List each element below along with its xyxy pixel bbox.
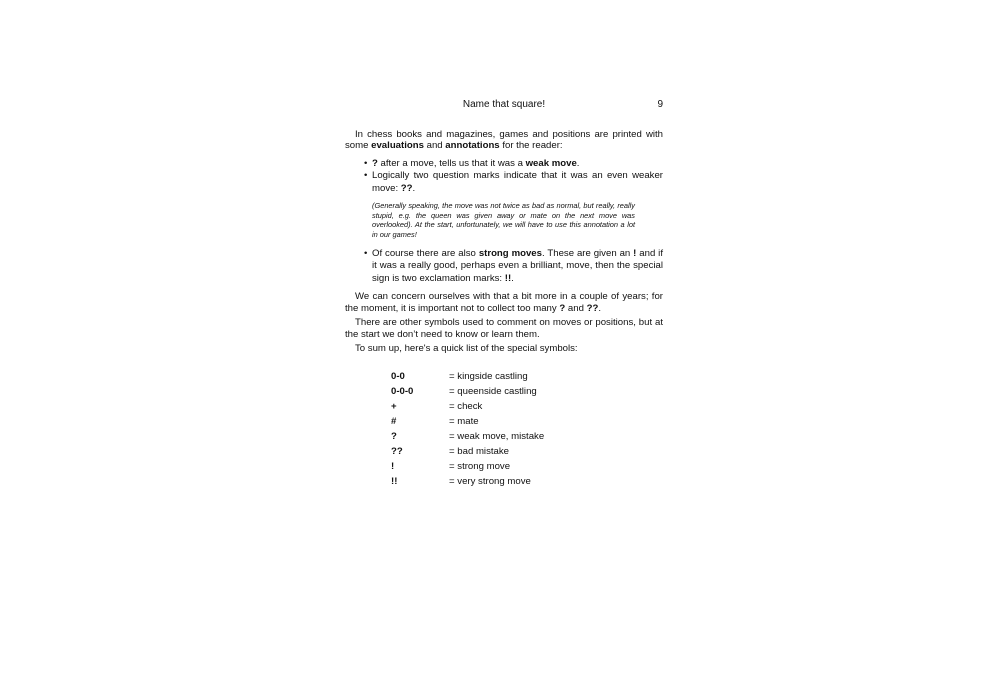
meaning-cell: = check bbox=[449, 401, 483, 412]
table-row bbox=[391, 399, 544, 414]
list-item-text: . bbox=[412, 182, 416, 194]
list-item-bold: strong moves bbox=[478, 247, 542, 259]
page-title: Name that square! bbox=[462, 99, 546, 110]
table-row bbox=[391, 444, 544, 459]
paragraph-text: and bbox=[565, 302, 587, 314]
annotation-list bbox=[345, 248, 663, 286]
paragraph bbox=[345, 291, 663, 314]
meaning-cell: = very strong move bbox=[449, 476, 531, 487]
intro-text: In chess books and magazines, games and positions are printed with some bbox=[345, 129, 663, 152]
symbol-cell: !! bbox=[391, 476, 398, 487]
symbol-cell: ? bbox=[391, 431, 397, 442]
annotation-list bbox=[345, 158, 663, 196]
symbol-cell: 0-0-0 bbox=[391, 386, 414, 397]
page-header bbox=[345, 99, 663, 113]
bullet-icon: • bbox=[364, 247, 368, 259]
table-row bbox=[391, 459, 544, 474]
list-item-bold: weak move bbox=[525, 157, 577, 169]
symbol-cell: 0-0 bbox=[391, 371, 405, 382]
meaning-cell: = strong move bbox=[449, 461, 511, 472]
list-item-bold: ?? bbox=[400, 182, 413, 194]
table-row bbox=[391, 369, 544, 384]
intro-text: and bbox=[423, 140, 446, 152]
list-item-text: . bbox=[576, 157, 580, 169]
symbol-cell: # bbox=[391, 416, 397, 427]
list-item-text: and if it was a really good, perhaps even a brilliant, move, then the special sign is two exclamation marks: bbox=[372, 247, 663, 284]
list-item-text: . bbox=[511, 272, 514, 284]
list-item-text: Of course there are also bbox=[372, 247, 479, 259]
paragraph: There are other symbols used to comment on moves or positions, but at the start we don’t need to know or learn them. bbox=[345, 317, 663, 340]
symbol-cell: ! bbox=[391, 461, 395, 472]
symbol-question: ? bbox=[372, 157, 378, 169]
meaning-cell: = mate bbox=[449, 416, 479, 427]
list-item bbox=[345, 248, 663, 286]
list-item bbox=[345, 158, 663, 171]
meaning-cell: = kingside castling bbox=[449, 371, 528, 382]
intro-text: for the reader: bbox=[499, 140, 563, 152]
intro-bold-evaluations: evaluations bbox=[371, 140, 424, 152]
list-item-text: Logically two question marks indicate that it was an even weaker move: bbox=[372, 170, 663, 194]
meaning-cell: = bad mistake bbox=[449, 446, 509, 457]
meaning-cell: = weak move, mistake bbox=[449, 431, 545, 442]
list-item-bold: !! bbox=[504, 272, 512, 284]
intro-bold-annotations: annotations bbox=[445, 140, 500, 152]
table-row bbox=[391, 474, 544, 489]
table-row bbox=[391, 429, 544, 444]
list-item bbox=[345, 170, 663, 195]
bullet-icon: • bbox=[364, 170, 368, 182]
symbol-cell: + bbox=[391, 401, 397, 412]
symbols-table bbox=[391, 369, 544, 489]
list-item-bold: ! bbox=[633, 247, 637, 259]
page-body bbox=[345, 129, 663, 357]
page-number: 9 bbox=[657, 99, 663, 110]
list-item-text: after a move, tells us that it was a bbox=[377, 157, 526, 169]
symbol-cell: ?? bbox=[391, 446, 403, 457]
paragraph: To sum up, here's a quick list of the special symbols: bbox=[355, 343, 578, 355]
intro-paragraph bbox=[345, 129, 663, 152]
italic-note: (Generally speaking, the move was not twice as bad as normal, but really, really stupid, e.g. the queen was given away or mate on the next move was overlooked). At the start, unfortunately, we will have to use this annotation a lot in our games! bbox=[372, 201, 635, 239]
paragraph-bold: ?? bbox=[586, 302, 599, 314]
paragraph-text: . bbox=[598, 302, 601, 314]
table-row bbox=[391, 414, 544, 429]
table-row bbox=[391, 384, 544, 399]
paragraph-text: We can concern ourselves with that a bit more in a couple of years; for the moment, it is important not to collect too many bbox=[345, 291, 663, 314]
bullet-icon: • bbox=[364, 157, 368, 169]
meaning-cell: = queenside castling bbox=[449, 386, 537, 397]
list-item-text: . These are given an bbox=[541, 247, 634, 259]
paragraph-bold: ? bbox=[559, 302, 566, 314]
